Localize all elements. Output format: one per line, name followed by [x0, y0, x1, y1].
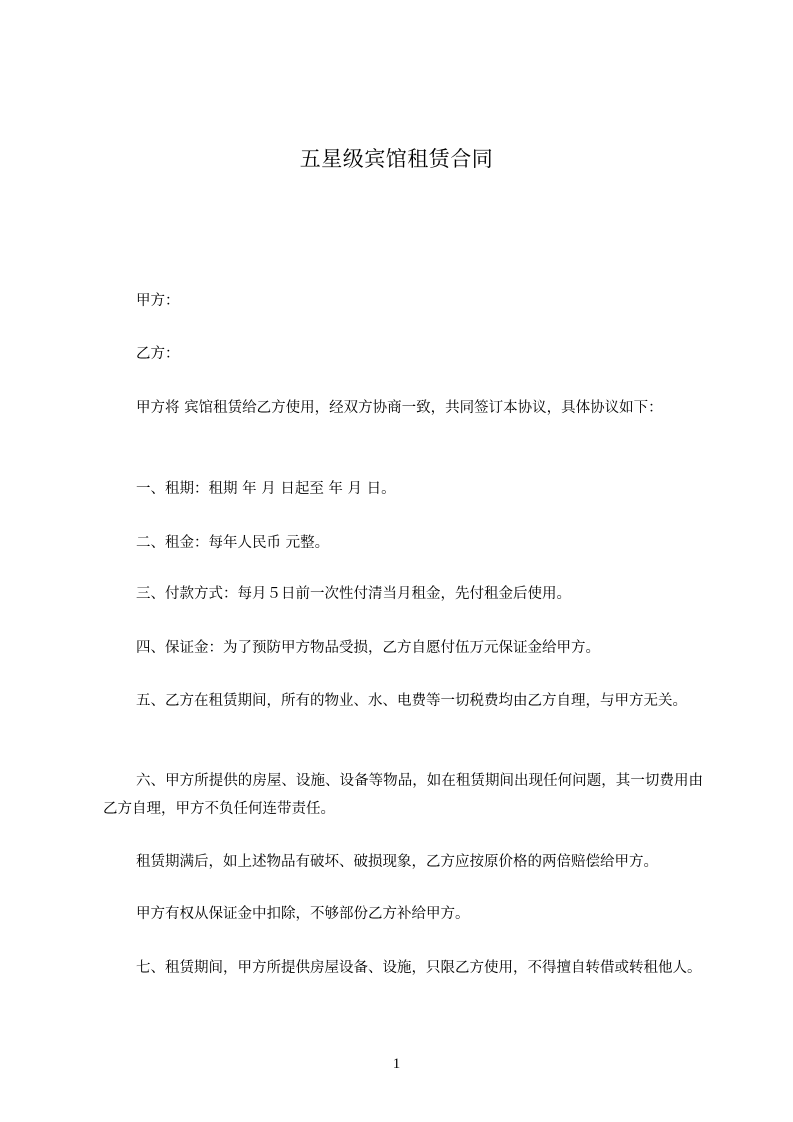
paragraph-clause-2: 二、租金：每年人民币 元整。	[136, 535, 330, 551]
paragraph-intro: 甲方将 宾馆租赁给乙方使用，经双方协商一致，共同签订本协议，具体协议如下：	[136, 400, 663, 416]
paragraph-party-a: 甲方：	[136, 293, 180, 309]
page-number: 1	[392, 1056, 401, 1072]
paragraph-party-b: 乙方：	[136, 346, 180, 362]
paragraph-clause-4: 四、保证金：为了预防甲方物品受损，乙方自愿付伍万元保证金给甲方。	[136, 640, 600, 656]
paragraph-clause-6: 六、甲方所提供的房屋、设施、设备等物品，如在租赁期间出现任何问题，其一切费用由乙方自理，甲方不负任何连带责任。	[103, 773, 703, 817]
document-title: 五星级宾馆租赁合同	[299, 147, 494, 171]
paragraph-clause-7: 七、租赁期间，甲方所提供房屋设备、设施，只限乙方使用，不得擅自转借或转租他人。	[136, 960, 702, 976]
paragraph-clause-3: 三、付款方式：每月５日前一次性付清当月租金，先付租金后使用。	[136, 586, 571, 602]
paragraph-clause-6-deposit: 甲方有权从保证金中扣除，不够部份乙方补给甲方。	[136, 906, 470, 922]
paragraph-clause-1: 一、租期：租期 年 月 日起至 年 月 日。	[136, 481, 396, 497]
paragraph-clause-6-damage: 租赁期满后，如上述物品有破坏、破损现象，乙方应按原价格的两倍赔偿给甲方。	[136, 854, 658, 870]
paragraph-clause-5: 五、乙方在租赁期间，所有的物业、水、电费等一切税费均由乙方自理，与甲方无关。	[136, 693, 687, 709]
